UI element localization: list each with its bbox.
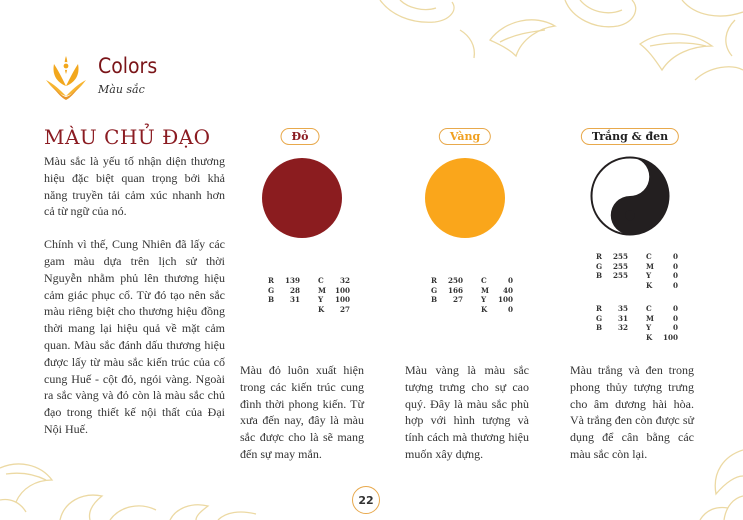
description-yellow: Màu vàng là màu sắc tượng trưng cho sự cao quý. Đây là màu sắc phù hợp với hình tượng và tính cách mà thương hiệu muốn xây dựng. (405, 363, 529, 461)
swatch-yellow (425, 158, 505, 238)
main-heading: MÀU CHỦ ĐẠO (44, 125, 211, 149)
page-number: 22 (352, 486, 380, 514)
color-label-red: Đỏ (281, 128, 320, 145)
intro-paragraph-2: Chính vì thế, Cung Nhiên đã lấy các gam màu dựa trên lịch sử thời Nguyễn nhằm phủ lên thương hiệu cảm giác phục cổ. Từ đó tạo nên sắc màu riêng biệt cho thương hiệu đồng thời mang lại hiệu quả về mặt cảm quan. Màu sắc đánh dấu thương hiệu được lấy từ màu sắc kiến trúc của cố cung Huế - cột đỏ, ngói vàng. Ngoài ra sắc vàng và đỏ còn là màu sắc chủ đạo trong thiết kế nội thất của Đại Nội Huế. (44, 237, 225, 436)
color-label-black-white: Trắng & đen (581, 128, 679, 145)
page-subtitle: Màu sắc (98, 83, 145, 96)
section-header (44, 52, 157, 102)
description-red: Màu đỏ luôn xuất hiện trong các kiến trúc cung đình thời phong kiến. Từ xưa đến nay, đây là màu sắc được cho là sẽ mang đến sự may mắn. (240, 363, 364, 461)
color-codes-black: R 35 C 0 G 31 M 0 B 32 Y 0 K 100 (596, 304, 678, 342)
color-label-yellow: Vàng (439, 128, 491, 145)
color-codes-red: R 139 C 32 G 28 M 100 B 31 Y 100 K 27 (268, 276, 350, 314)
intro-paragraph-1: Màu sắc là yếu tố nhận diện thương hiệu đặc biệt quan trọng bởi khả năng truyền tải cảm xúc nhanh hơn cả từ ngữ của nó. (44, 154, 225, 219)
color-codes-yellow: R 250 C 0 G 166 M 40 B 27 Y 100 K 0 (431, 276, 513, 314)
swatch-red (262, 158, 342, 238)
description-black-white: Màu trắng và đen trong phong thủy tượng trưng cho âm dương hài hòa. Và trắng đen còn được sử dụng để cân bằng các màu sắc còn lại. (570, 363, 694, 461)
yin-yang-icon (590, 156, 670, 236)
intro-text (44, 153, 225, 454)
color-codes-white: R 255 C 0 G 255 M 0 B 255 Y 0 K 0 (596, 252, 678, 290)
page-title: Colors (98, 54, 158, 78)
decorative-floral-top-right (340, 0, 743, 100)
lotus-logo-icon (44, 52, 88, 102)
